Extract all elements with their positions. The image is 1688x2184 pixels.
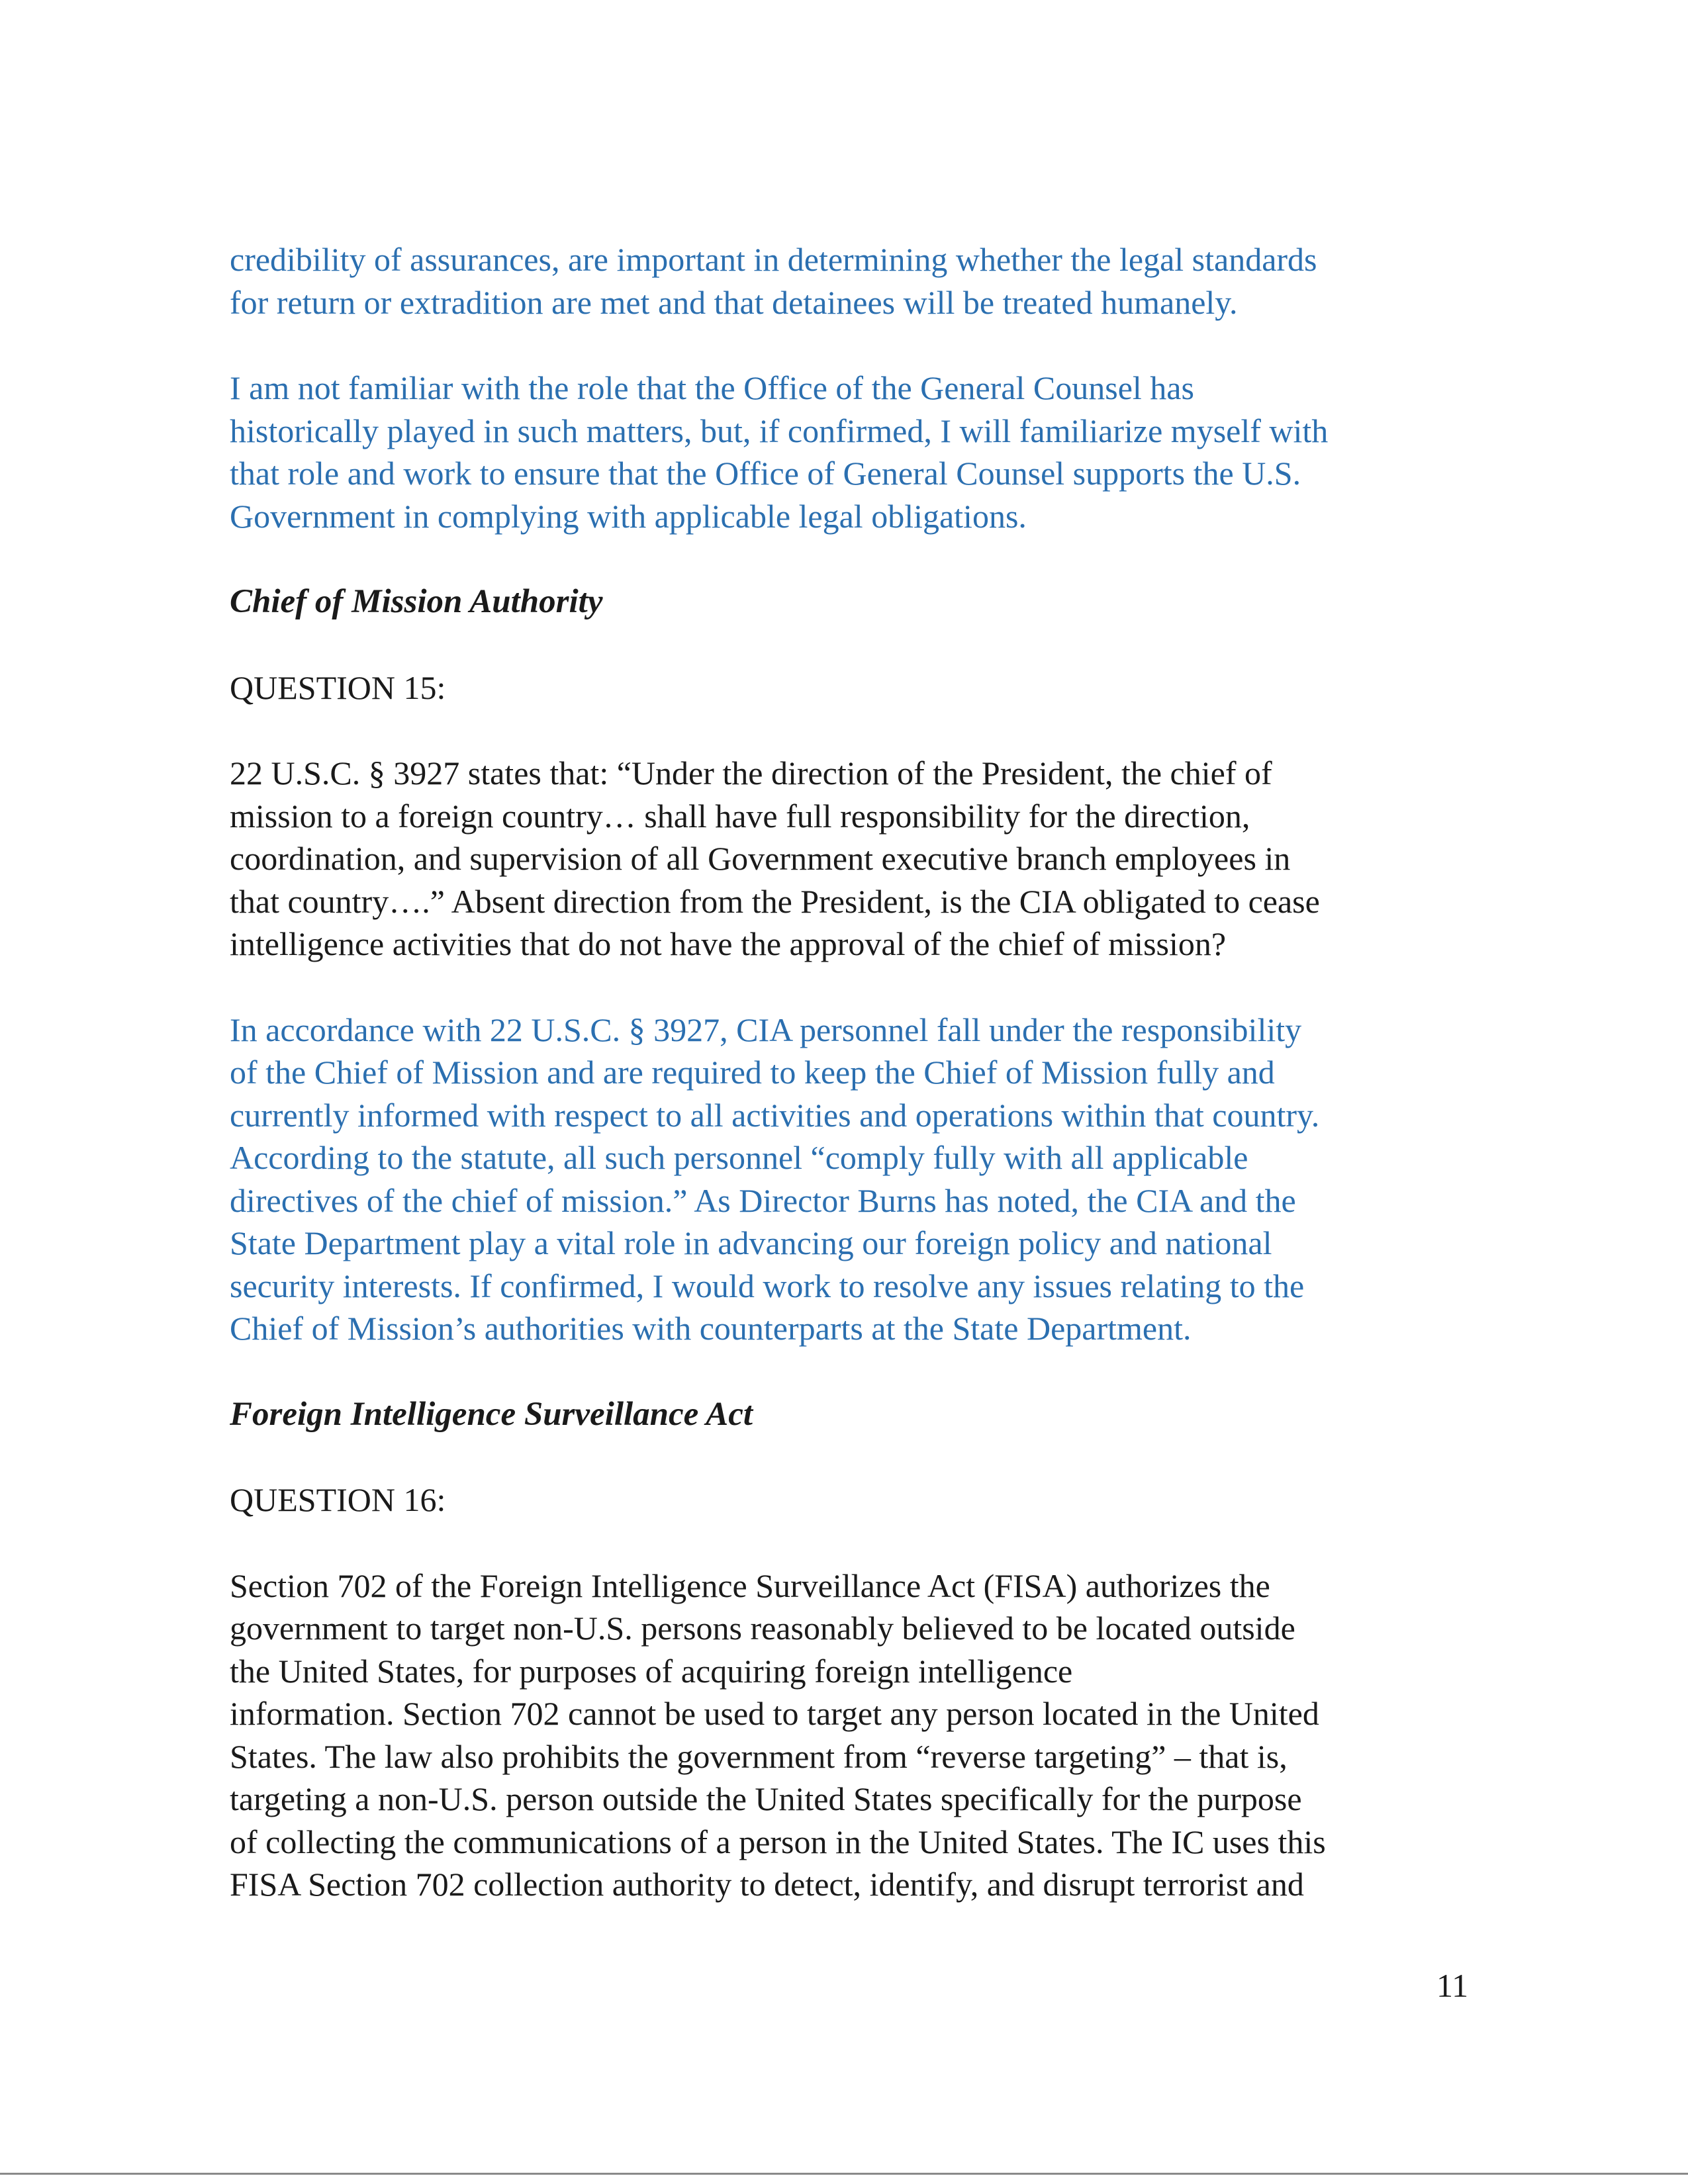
- question-16-text: [230, 1565, 1474, 1906]
- text-line: for return or extradition are met and that detainees will be treated humanely.: [230, 283, 1238, 321]
- question-16-label: QUESTION 16:: [230, 1481, 446, 1518]
- text-line: In accordance with 22 U.S.C. § 3927, CIA personnel fall under the responsibility: [230, 1011, 1302, 1048]
- answer-15-text: [230, 1009, 1474, 1350]
- text-line: FISA Section 702 collection authority to detect, identify, and disrupt terrorist and: [230, 1866, 1304, 1903]
- page-number: 11: [1436, 1967, 1469, 2004]
- text-line: information. Section 702 cannot be used to target any person located in the United: [230, 1695, 1319, 1732]
- bottom-divider: [0, 2173, 1688, 2175]
- question-15-label: QUESTION 15:: [230, 668, 446, 706]
- question-15-text: [230, 752, 1474, 966]
- answer-14-ogc: [230, 367, 1474, 537]
- section-heading-fisa: Foreign Intelligence Surveillance Act: [230, 1395, 753, 1433]
- text-line: the United States, for purposes of acquiring foreign intelligence: [230, 1652, 1073, 1690]
- text-line: security interests. If confirmed, I would work to resolve any issues relating to the: [230, 1267, 1305, 1304]
- answer-14-continued: [230, 238, 1474, 324]
- text-line: credibility of assurances, are important in determining whether the legal standards: [230, 241, 1317, 278]
- section-heading-chief-of-mission: Chief of Mission Authority: [230, 583, 603, 620]
- text-line: intelligence activities that do not have the approval of the chief of mission?: [230, 925, 1227, 962]
- paragraph-gap: [230, 537, 1474, 580]
- paragraph-gap: [230, 1350, 1474, 1393]
- text-line: State Department play a vital role in advancing our foreign policy and national: [230, 1224, 1272, 1261]
- text-line: mission to a foreign country… shall have full responsibility for the direction,: [230, 797, 1250, 835]
- paragraph-gap: [230, 324, 1474, 367]
- text-line: directives of the chief of mission.” As Director Burns has noted, the CIA and the: [230, 1181, 1296, 1219]
- paragraph-gap: [230, 709, 1474, 752]
- text-line: that role and work to ensure that the Office of General Counsel supports the U.S.: [230, 455, 1301, 492]
- text-line: Government in complying with applicable legal obligations.: [230, 497, 1027, 535]
- text-line: of collecting the communications of a person in the United States. The IC uses this: [230, 1823, 1326, 1860]
- paragraph-gap: [230, 1435, 1474, 1479]
- text-line: 22 U.S.C. § 3927 states that: “Under the direction of the President, the chief of: [230, 754, 1272, 792]
- page-content: [230, 238, 1474, 1906]
- paragraph-gap: [230, 623, 1474, 666]
- paragraph-gap: [230, 1522, 1474, 1565]
- text-line: government to target non-U.S. persons reasonably believed to be located outside: [230, 1610, 1295, 1647]
- text-line: Chief of Mission’s authorities with counterparts at the State Department.: [230, 1310, 1192, 1347]
- text-line: that country….” Absent direction from the President, is the CIA obligated to cease: [230, 882, 1320, 920]
- text-line: coordination, and supervision of all Government executive branch employees in: [230, 840, 1291, 877]
- text-line: Section 702 of the Foreign Intelligence Surveillance Act (FISA) authorizes the: [230, 1567, 1270, 1604]
- text-line: currently informed with respect to all activities and operations within that country.: [230, 1096, 1320, 1134]
- paragraph-gap: [230, 966, 1474, 1009]
- text-line: According to the statute, all such personnel “comply fully with all applicable: [230, 1139, 1248, 1176]
- text-line: targeting a non-U.S. person outside the United States specifically for the purpose: [230, 1780, 1302, 1817]
- text-line: of the Chief of Mission and are required to keep the Chief of Mission fully and: [230, 1054, 1275, 1091]
- text-line: States. The law also prohibits the government from “reverse targeting” – that is,: [230, 1737, 1288, 1775]
- text-line: historically played in such matters, but, if confirmed, I will familiarize myself with: [230, 412, 1329, 449]
- text-line: I am not familiar with the role that the Office of the General Counsel has: [230, 369, 1194, 406]
